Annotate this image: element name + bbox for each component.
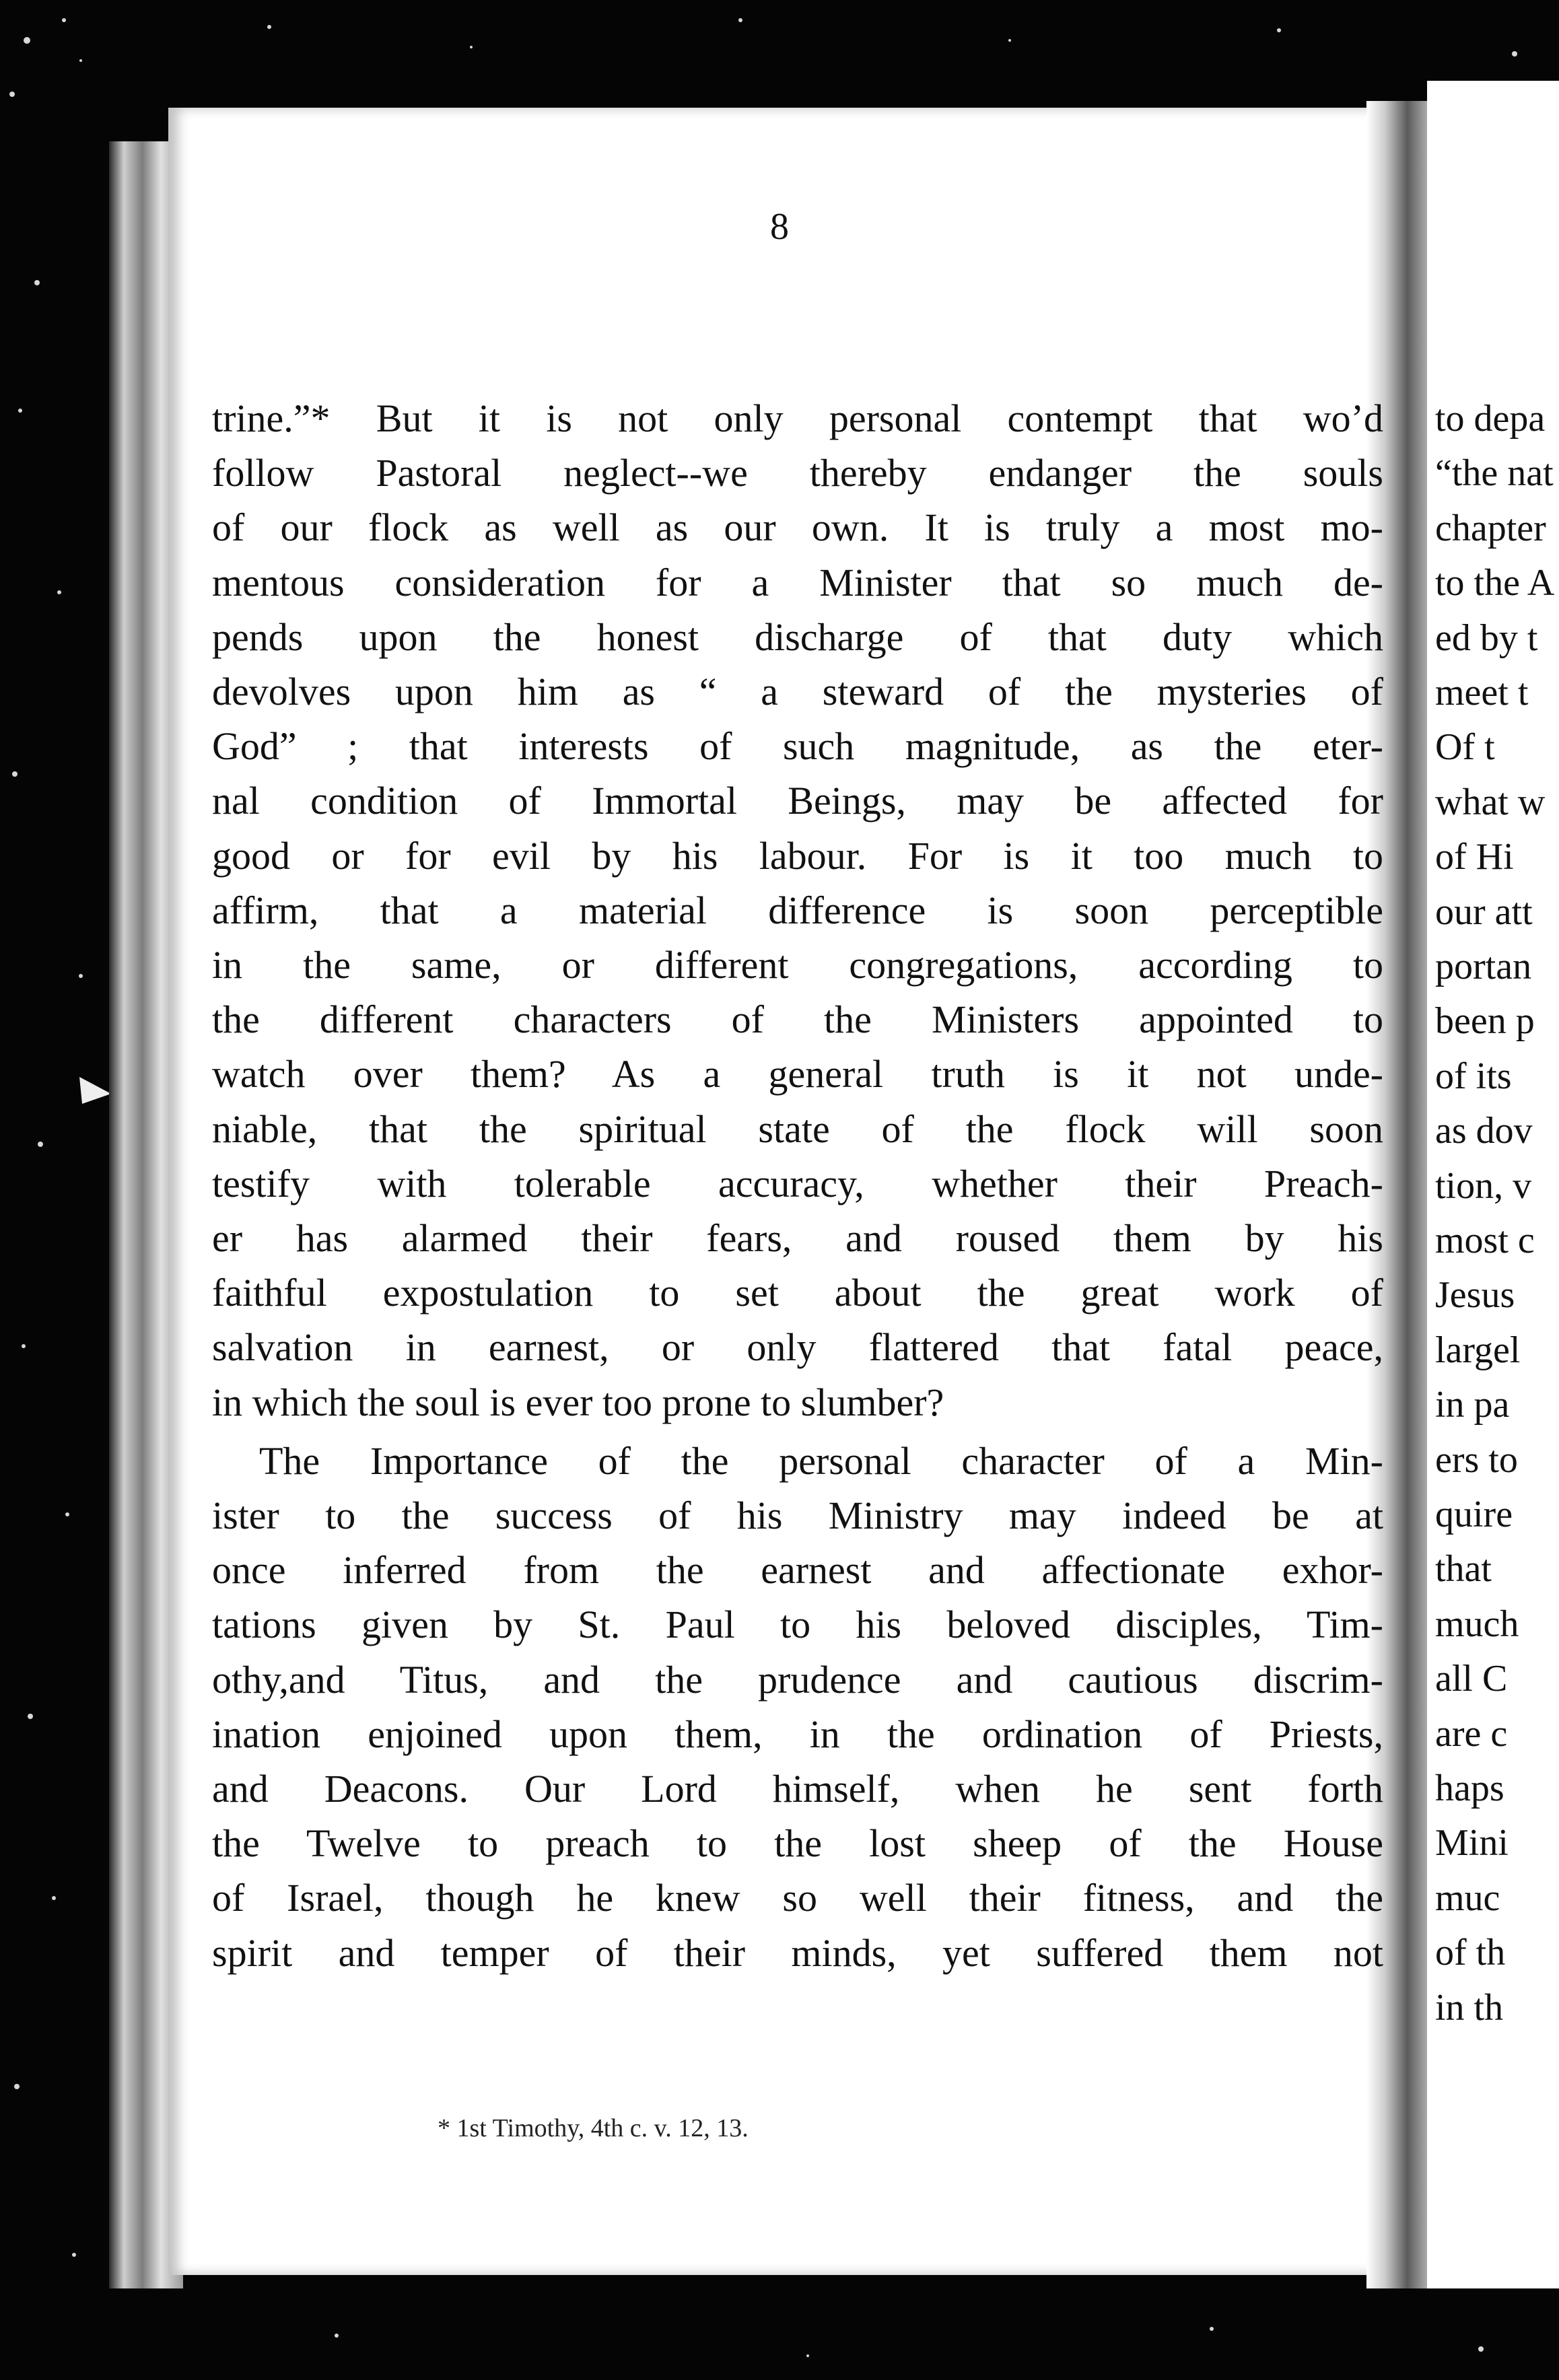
adjacent-text-line: Mini	[1435, 1822, 1509, 1864]
adjacent-text-line: of th	[1435, 1932, 1506, 1974]
text-line: the different characters of the Ministers appointed to	[212, 998, 1383, 1042]
text-line: good or for evil by his labour. For is it too much to	[212, 833, 1383, 878]
text-line: spirit and temper of their minds, yet suffered them not	[212, 1930, 1383, 1975]
text-line: The Importance of the personal character of a Min-	[259, 1438, 1383, 1483]
footnote: * 1st Timothy, 4th c. v. 12, 13.	[438, 2114, 749, 2142]
text-line: nal condition of Immortal Beings, may be affected for	[212, 779, 1383, 823]
page-number: 8	[770, 206, 789, 248]
text-line: and Deacons. Our Lord himself, when he sent forth	[212, 1767, 1383, 1811]
text-line: pends upon the honest discharge of that duty which	[212, 615, 1383, 659]
text-line: mentous consideration for a Minister that so much de-	[212, 560, 1383, 604]
adjacent-text-line: in pa	[1435, 1384, 1510, 1426]
adjacent-text-line: portan	[1435, 946, 1532, 987]
text-line: God” ; that interests of such magnitude, as the eter-	[212, 724, 1383, 769]
adjacent-text-line: ers to	[1435, 1438, 1518, 1481]
adjacent-text-line: that	[1435, 1548, 1492, 1590]
text-line: ination enjoined upon them, in the ordination of Priests,	[212, 1712, 1383, 1756]
text-line: devolves upon him as “ a steward of the mysteries of	[212, 670, 1383, 713]
adjacent-text-line: tion, v	[1435, 1164, 1532, 1207]
text-line: niable, that the spiritual state of the flock will soon	[212, 1107, 1383, 1151]
adjacent-text-line: meet t	[1435, 672, 1529, 713]
text-line: othy,and Titus, and the prudence and cautious discrim-	[212, 1657, 1383, 1702]
adjacent-text-line: as dov	[1435, 1110, 1533, 1152]
text-line: follow Pastoral neglect--we thereby endanger the souls	[212, 451, 1383, 495]
adjacent-text-line: quire	[1435, 1494, 1513, 1535]
adjacent-page-fragment	[1427, 81, 1559, 2288]
adjacent-text-line: in th	[1435, 1986, 1504, 2029]
text-line: watch over them? As a general truth is it not unde-	[212, 1052, 1383, 1096]
adjacent-text-line: all C	[1435, 1658, 1508, 1700]
adjacent-text-line: been p	[1435, 1000, 1535, 1043]
adjacent-text-line: of its	[1435, 1055, 1512, 1097]
adjacent-text-line: most c	[1435, 1220, 1535, 1261]
text-line: salvation in earnest, or only flattered that fatal peace,	[212, 1325, 1383, 1370]
text-line: faithful expostulation to set about the great work of	[212, 1271, 1383, 1315]
adjacent-text-line: chapter	[1435, 507, 1546, 549]
adjacent-text-line: “the nat	[1435, 452, 1554, 495]
text-line: of our flock as well as our own. It is truly a most mo-	[212, 505, 1383, 550]
adjacent-text-line: largel	[1435, 1329, 1521, 1371]
adjacent-text-line: to depa	[1435, 398, 1546, 440]
adjacent-text-line: to the A	[1435, 562, 1555, 604]
adjacent-text-line: our att	[1435, 890, 1533, 933]
text-line: testify with tolerable accuracy, whether their Preach-	[212, 1161, 1383, 1205]
adjacent-text-line: ed by t	[1435, 617, 1538, 659]
adjacent-text-line: of Hi	[1435, 836, 1514, 878]
text-line: affirm, that a material difference is soon perceptible	[212, 888, 1383, 932]
adjacent-text-line: haps	[1435, 1768, 1504, 1809]
adjacent-text-line: much	[1435, 1603, 1519, 1645]
text-line: tations given by St. Paul to his beloved disciples, Tim-	[212, 1603, 1383, 1647]
text-line: in which the soul is ever too prone to slumber?	[212, 1380, 944, 1424]
text-line: the Twelve to preach to the lost sheep of the House	[212, 1821, 1383, 1866]
adjacent-text-line: muc	[1435, 1877, 1500, 1919]
text-line: trine.”* But it is not only personal contempt that wo’d	[212, 396, 1383, 440]
adjacent-text-line: what w	[1435, 781, 1546, 823]
text-line: ister to the success of his Ministry may indeed be at	[212, 1494, 1383, 1537]
text-line: in the same, or different congregations, according to	[212, 943, 1383, 987]
text-line: once inferred from the earnest and affectionate exhor-	[212, 1548, 1383, 1593]
text-line: of Israel, though he knew so well their fitness, and the	[212, 1876, 1383, 1920]
text-line: er has alarmed their fears, and roused them by his	[212, 1216, 1383, 1260]
adjacent-text-line: Of t	[1435, 726, 1495, 769]
adjacent-text-line: are c	[1435, 1712, 1508, 1755]
adjacent-text-line: Jesus	[1435, 1274, 1515, 1317]
